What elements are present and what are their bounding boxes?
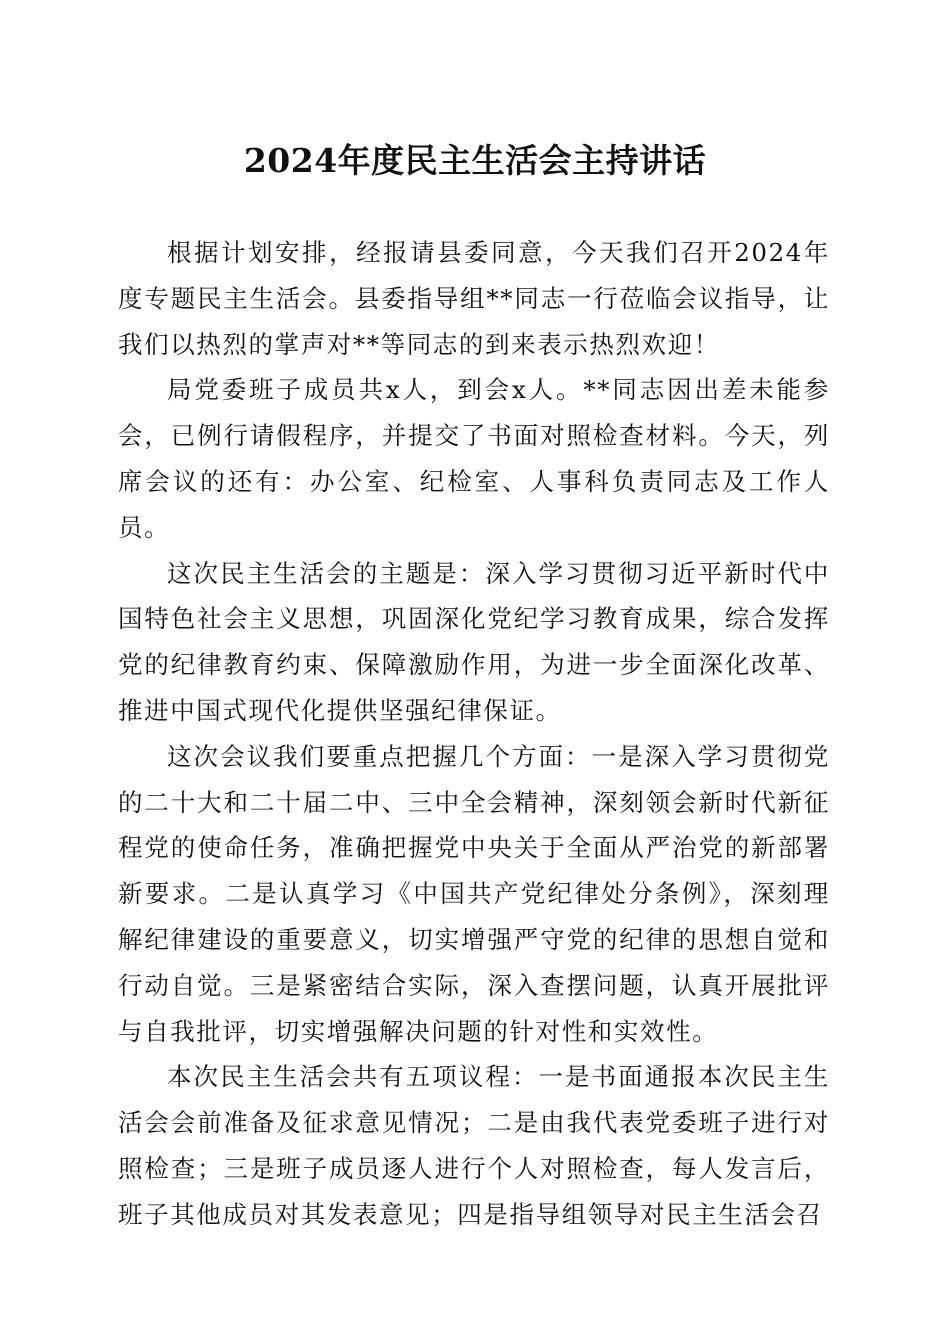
document-body <box>118 230 830 1238</box>
paragraph-key-points: 这次会议我们要重点把握几个方面：一是深入学习贯彻党的二十大和二十届二中、三中全会精神，深刻领会新时代新征程党的使命任务，准确把握党中央关于全面从严治党的新部署新要求。二是认真学习《中国共产党纪律处分条例》，深刻理解纪律建设的重要意义，切实增强严守党的纪律的思想自觉和行动自觉。三是紧密结合实际，深入查摆问题，认真开展批评与自我批评，切实增强解决问题的针对性和实效性。 <box>118 741 830 1046</box>
paragraph-opening: 根据计划安排，经报请县委同意，今天我们召开2024年度专题民主生活会。县委指导组**同志一行莅临会议指导，让我们以热烈的掌声对**等同志的到来表示热烈欢迎！ <box>118 238 830 359</box>
document-title: 2024年度民主生活会主持讲话 <box>243 141 707 180</box>
paragraph-attendance: 局党委班子成员共x人，到会x人。**同志因出差未能参会，已例行请假程序，并提交了书面对照检查材料。今天，列席会议的还有：办公室、纪检室、人事科负责同志及工作人员。 <box>118 375 830 542</box>
paragraph-theme: 这次民主生活会的主题是：深入学习贯彻习近平新时代中国特色社会主义思想，巩固深化党纪学习教育成果，综合发挥党的纪律教育约束、保障激励作用，为进一步全面深化改革、推进中国式现代化提供坚强纪律保证。 <box>118 558 830 725</box>
paragraph-agenda: 本次民主生活会共有五项议程：一是书面通报本次民主生活会会前准备及征求意见情况；二是由我代表党委班子进行对照检查；三是班子成员逐人进行个人对照检查，每人发言后，班子其他成员对其发表意见；四是指导组领导对民主生活会召 <box>118 1062 830 1229</box>
